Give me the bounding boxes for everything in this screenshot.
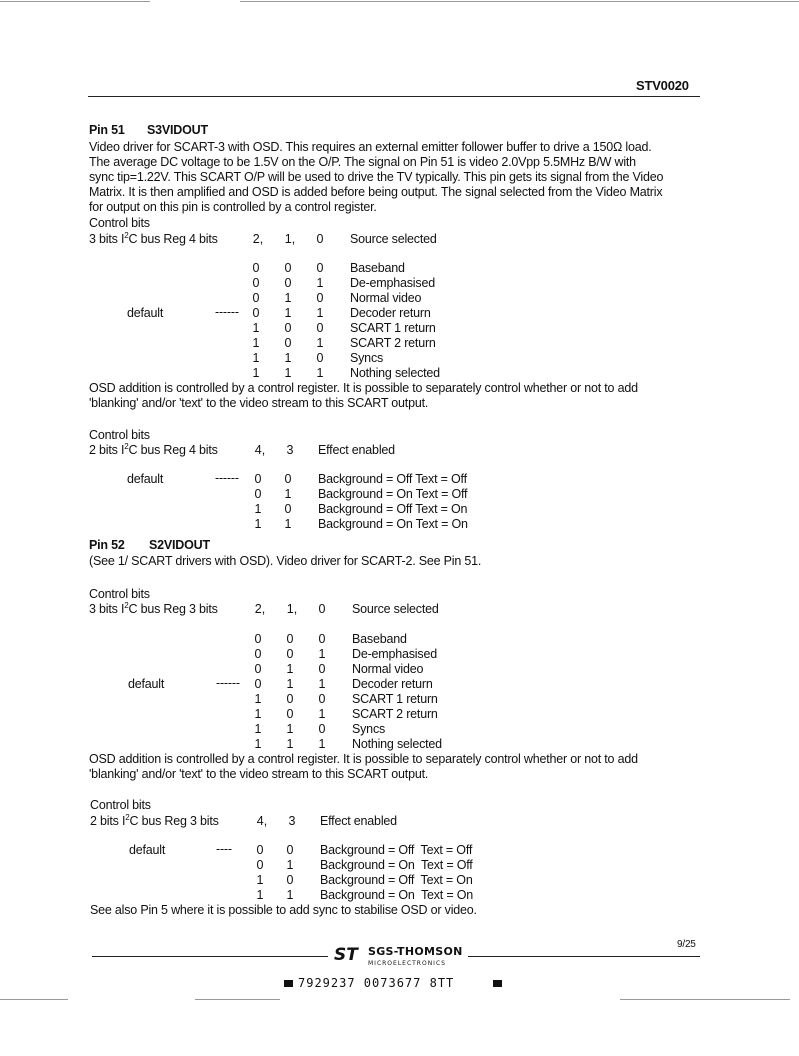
bit-4: 0 [256, 843, 264, 857]
bit-3: 1 [286, 888, 294, 902]
pin51-source-col-1: 1, [284, 232, 296, 246]
bit-3: 0 [284, 472, 292, 486]
bit-2: 1 [252, 336, 260, 350]
scan-edge-top-right [240, 1, 799, 2]
pin51-effect-default-dashes: ------ [215, 471, 239, 485]
barcode-block-right [493, 980, 502, 987]
bit-0: 1 [316, 276, 324, 290]
bit-1: 1 [286, 737, 294, 751]
source-desc: SCART 1 return [352, 692, 438, 706]
footer-rule-right [468, 956, 700, 957]
pin51-effect-result-header: Effect enabled [318, 443, 395, 457]
logo-company-name: SGS-THOMSON [368, 945, 463, 958]
bit-2: 0 [252, 291, 260, 305]
source-desc: SCART 1 return [350, 321, 436, 335]
bit-0: 1 [316, 366, 324, 380]
source-desc: Baseband [352, 632, 407, 646]
pin51-osd-line-2: 'blanking' and/or 'text' to the video stream to this SCART output. [89, 396, 429, 410]
source-desc: Decoder return [350, 306, 431, 320]
bit-2: 1 [254, 707, 262, 721]
pin52-osd-line-1: OSD addition is controlled by a control register. It is possible to separately control whether or not to add [89, 752, 638, 766]
bit-4: 1 [254, 517, 262, 531]
pin52-source-default-dashes: ------ [216, 676, 240, 690]
bit-0: 0 [318, 662, 326, 676]
pin51-effect-col-3: 3 [286, 443, 294, 457]
bit-2: 0 [254, 647, 262, 661]
bit-2: 0 [254, 677, 262, 691]
pin52-source-result-header: Source selected [352, 602, 439, 616]
pin51-effect-label: Control bits [89, 428, 150, 442]
effect-desc: Background = Off Text = Off [318, 472, 467, 486]
bit-1: 0 [286, 692, 294, 706]
bit-3: 0 [286, 873, 294, 887]
bit-3: 1 [284, 487, 292, 501]
bit-0: 0 [316, 261, 324, 275]
pin51-source-col-2: 2, [252, 232, 264, 246]
pin52-see-also: See also Pin 5 where it is possible to add sync to stabilise OSD or video. [90, 903, 477, 917]
pin51-source-default-dashes: ------ [215, 305, 239, 319]
bit-2: 0 [252, 261, 260, 275]
source-desc: Normal video [352, 662, 424, 676]
bit-1: 1 [284, 306, 292, 320]
bit-1: 1 [284, 366, 292, 380]
pin52-source-col-2: 2, [254, 602, 266, 616]
effect-desc: Background = Off Text = Off [320, 843, 473, 857]
pin51-desc-line-3: sync tip=1.22V. This SCART O/P will be used to drive the TV typically. This pin gets its signal from the Video [89, 170, 664, 184]
scan-edge-bottom-2 [195, 999, 280, 1000]
bit-2: 1 [254, 722, 262, 736]
pin52-title-pin: Pin 52 [89, 538, 125, 552]
bit-1: 0 [286, 707, 294, 721]
pin51-title-name: S3VIDOUT [147, 123, 208, 137]
pin52-effect-result-header: Effect enabled [320, 814, 397, 828]
bit-1: 0 [284, 276, 292, 290]
page-number: 9/25 [677, 939, 696, 950]
pin52-source-col-1: 1, [286, 602, 298, 616]
source-desc: De-emphasised [350, 276, 435, 290]
pin51-desc-line-5: for output on this pin is controlled by a control register. [89, 200, 377, 214]
pin52-effect-col-4: 4, [256, 814, 268, 828]
effect-desc: Background = On Text = Off [320, 858, 473, 872]
bit-2: 0 [252, 306, 260, 320]
bit-2: 1 [252, 366, 260, 380]
bit-4: 1 [254, 502, 262, 516]
pin51-effect-col-4: 4, [254, 443, 266, 457]
bit-0: 0 [318, 632, 326, 646]
footer-rule-left [92, 956, 328, 957]
bit-0: 0 [316, 351, 324, 365]
pin52-source-col-0: 0 [318, 602, 326, 616]
bit-0: 1 [318, 707, 326, 721]
pin52-source-default-label: default [128, 677, 165, 691]
bit-0: 0 [318, 692, 326, 706]
scan-edge-bottom-1 [0, 999, 68, 1000]
source-desc: Baseband [350, 261, 405, 275]
bit-1: 1 [286, 662, 294, 676]
pin52-osd-line-2: 'blanking' and/or 'text' to the video stream to this SCART output. [89, 767, 429, 781]
pin51-desc-line-2: The average DC voltage to be 1.5V on the O/P. The signal on Pin 51 is video 2.0Vpp 5.5MHz B/W with [89, 155, 636, 169]
bit-2: 1 [254, 737, 262, 751]
pin52-effect-default-dashes: ---- [216, 842, 232, 856]
source-desc: Decoder return [352, 677, 433, 691]
source-desc: De-emphasised [352, 647, 437, 661]
pin52-effect-col-3: 3 [288, 814, 296, 828]
bit-2: 1 [254, 692, 262, 706]
source-desc: Syncs [350, 351, 384, 365]
bit-3: 0 [284, 502, 292, 516]
page-header-part-number: STV0020 [636, 78, 689, 93]
source-desc: Normal video [350, 291, 422, 305]
pin52-source-label: Control bits [89, 587, 150, 601]
bit-4: 0 [254, 487, 262, 501]
bit-0: 0 [318, 722, 326, 736]
bit-3: 0 [286, 843, 294, 857]
pin52-title-name: S2VIDOUT [149, 538, 210, 552]
pin51-effect-bits-label: 2 bits $I^2C$ bus Reg 4 bits [89, 441, 218, 457]
bit-2: 1 [252, 321, 260, 335]
effect-desc: Background = Off Text = On [318, 502, 468, 516]
effect-desc: Background = On Text = On [320, 888, 473, 902]
pin52-source-bits-label: 3 bits $I^2C$ bus Reg 3 bits [89, 600, 218, 616]
bit-1: 0 [284, 336, 292, 350]
effect-desc: Background = On Text = On [318, 517, 468, 531]
header-rule [88, 96, 700, 97]
bit-1: 1 [284, 291, 292, 305]
bit-0: 1 [316, 336, 324, 350]
bit-4: 1 [256, 873, 264, 887]
effect-desc: Background = Off Text = On [320, 873, 473, 887]
pin52-description: (See 1/ SCART drivers with OSD). Video driver for SCART-2. See Pin 51. [89, 554, 482, 568]
pin52-effect-bits-label: 2 bits $I^2C$ bus Reg 3 bits [90, 812, 219, 828]
logo-company-sub: MICROELECTRONICS [368, 960, 446, 967]
bit-4: 0 [254, 472, 262, 486]
pin51-source-bits-label: 3 bits $I^2C$ bus Reg 4 bits [89, 230, 218, 246]
source-desc: SCART 2 return [350, 336, 436, 350]
bit-3: 1 [284, 517, 292, 531]
bit-0: 1 [318, 737, 326, 751]
pin51-source-label: Control bits [89, 216, 150, 230]
bit-1: 0 [286, 647, 294, 661]
bit-1: 1 [284, 351, 292, 365]
bit-1: 0 [284, 261, 292, 275]
pin51-source-result-header: Source selected [350, 232, 437, 246]
source-desc: SCART 2 return [352, 707, 438, 721]
pin51-osd-line-1: OSD addition is controlled by a control register. It is possible to separately control whether or not to add [89, 381, 638, 395]
pin51-desc-line-1: Video driver for SCART-3 with OSD. This requires an external emitter follower buffer to drive a 150Ω load. [89, 140, 652, 154]
pin51-source-default-label: default [127, 306, 164, 320]
bit-2: 0 [252, 276, 260, 290]
barcode-block-left [284, 980, 293, 987]
bit-1: 1 [286, 677, 294, 691]
bit-0: 1 [318, 677, 326, 691]
bit-1: 0 [286, 632, 294, 646]
bit-4: 1 [256, 888, 264, 902]
bit-3: 1 [286, 858, 294, 872]
bit-0: 1 [318, 647, 326, 661]
bit-2: 1 [252, 351, 260, 365]
pin51-desc-line-4: Matrix. It is then amplified and OSD is added before being output. The signal selected from the Video Matrix [89, 185, 663, 199]
bit-0: 0 [316, 321, 324, 335]
source-desc: Syncs [352, 722, 386, 736]
pin52-effect-default-label: default [129, 843, 166, 857]
bit-4: 0 [256, 858, 264, 872]
source-desc: Nothing selected [350, 366, 440, 380]
scan-edge-bottom-3 [620, 999, 790, 1000]
bit-0: 1 [316, 306, 324, 320]
bit-0: 0 [316, 291, 324, 305]
pin51-title-pin: Pin 51 [89, 123, 125, 137]
bit-1: 0 [284, 321, 292, 335]
effect-desc: Background = On Text = Off [318, 487, 468, 501]
bit-1: 1 [286, 722, 294, 736]
pin52-effect-label: Control bits [90, 798, 151, 812]
barcode-text: 7929237 0073677 8TT [298, 976, 455, 990]
bit-2: 0 [254, 662, 262, 676]
pin51-effect-default-label: default [127, 472, 164, 486]
pin51-source-col-0: 0 [316, 232, 324, 246]
bit-2: 0 [254, 632, 262, 646]
source-desc: Nothing selected [352, 737, 442, 751]
st-logo-mark: ST [334, 945, 358, 965]
scan-edge-top-left [0, 1, 150, 2]
